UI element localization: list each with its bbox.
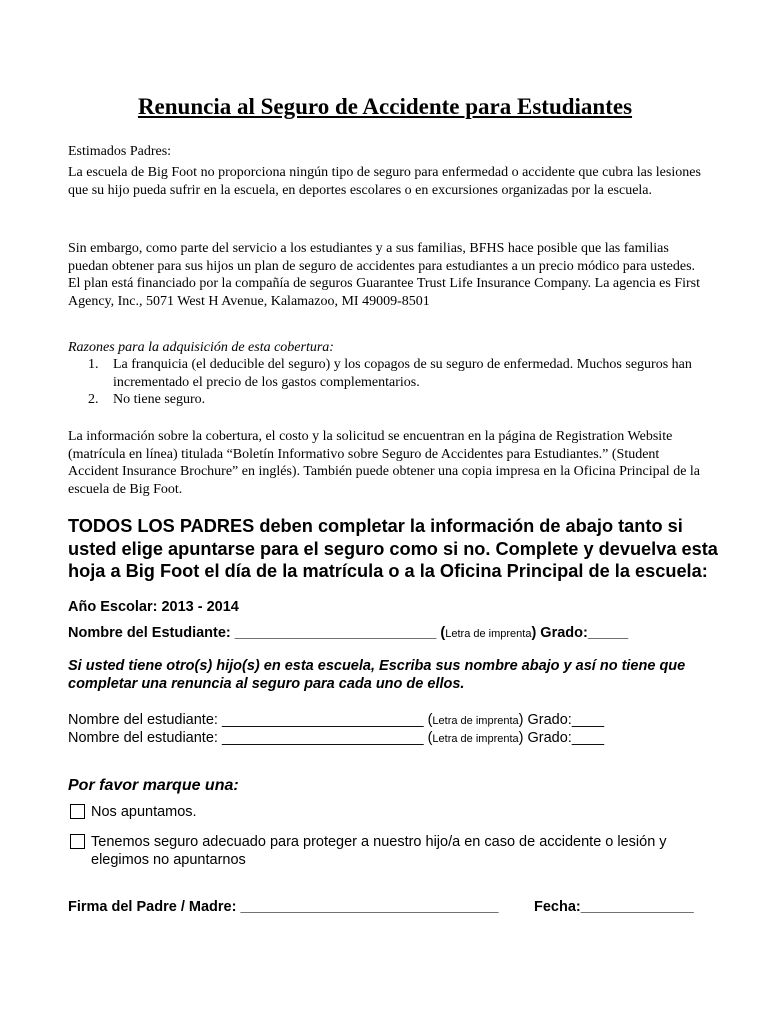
decline-option-label: Tenemos seguro adecuado para proteger a nuestro hijo/a en caso de accidente o lesión y elegimos no apuntarnos bbox=[91, 834, 667, 868]
document-title: Renuncia al Seguro de Accidente para Estudiantes bbox=[137, 94, 633, 119]
paragraph-insurance-plan: Sin embargo, como parte del servicio a los estudiantes y a sus familias, BFHS hace posible que las familias puedan obtener para sus hijos un plan de seguro de accidentes para estudiantes a un precio módico para ustedes. El plan está financiado por la compañía de seguros Guarantee Trust Life Insurance Company. La agencia es First Agency, Inc., 5071 West H Avenue, Kalamazoo, MI 49009-8501 bbox=[68, 241, 701, 309]
sibling-name-label: Nombre del estudiante: _________________________ ( bbox=[68, 712, 433, 728]
sibling-name-label: Nombre del estudiante: _________________________ ( bbox=[68, 730, 433, 746]
enroll-option-label: Nos apuntamos. bbox=[91, 804, 197, 820]
siblings-note: Si usted tiene otro(s) hijo(s) en esta escuela, Escriba sus nombre abajo y así no tiene que completar una renuncia al seguro para cada uno de ellos. bbox=[68, 658, 686, 692]
school-year: Año Escolar: 2013 - 2014 bbox=[68, 599, 239, 615]
sibling-grade-label: ) Grado:____ bbox=[518, 730, 605, 746]
reasons-heading: Razones para la adquisición de esta cobertura: bbox=[68, 340, 334, 355]
all-parents-notice: TODOS LOS PADRES deben completar la información de abajo tanto si usted elige apuntarse para el seguro como si no. Complete y devuelva esta hoja a Big Foot el día de la matrícula o a la Oficina Principal de la escuela: bbox=[68, 516, 718, 581]
parent-signature-field[interactable]: Firma del Padre / Madre: ________________________________ bbox=[68, 899, 499, 915]
reason-number: 2. bbox=[88, 392, 99, 407]
mark-one-heading: Por favor marque una: bbox=[68, 777, 239, 794]
print-note: Letra de imprenta bbox=[432, 715, 519, 727]
reason-text: La franquicia (el deducible del seguro) y los copagos de su seguro de enfermedad. Muchos seguros han incrementado el precio de los gastos complementarios. bbox=[113, 357, 692, 390]
reason-text: No tiene seguro. bbox=[113, 392, 206, 407]
print-note: Letra de imprenta bbox=[432, 733, 519, 745]
print-note: Letra de imprenta bbox=[445, 628, 532, 640]
reason-item bbox=[88, 391, 708, 409]
salutation: Estimados Padres: bbox=[68, 144, 172, 159]
decline-checkbox[interactable] bbox=[70, 834, 85, 849]
student-name-label: Nombre del Estudiante: _________________________ ( bbox=[68, 625, 446, 641]
sibling-name-line[interactable] bbox=[68, 711, 728, 730]
student-name-line[interactable] bbox=[68, 624, 728, 643]
reason-number: 1. bbox=[88, 357, 99, 372]
enroll-checkbox[interactable] bbox=[70, 804, 85, 819]
paragraph-no-coverage: La escuela de Big Foot no proporciona ningún tipo de seguro para enfermedad o accidente que cubra las lesiones que su hijo pueda sufrir en la escuela, en deportes escolares o en excursiones organizadas por la escuela. bbox=[68, 165, 701, 198]
reasons-list bbox=[88, 356, 708, 409]
paragraph-coverage-info: La información sobre la cobertura, el costo y la solicitud se encuentran en la página de Registration Website (matrícula en línea) titulada “Boletín Informativo sobre Seguro de Accidentes para Estudiantes.” (Student Accident Insurance Brochure” en inglés). También puede obtener una copia impresa en la Oficina Principal de la escuela de Big Foot. bbox=[68, 429, 701, 497]
sibling-name-line[interactable] bbox=[68, 729, 728, 748]
date-field[interactable]: Fecha:______________ bbox=[534, 899, 694, 915]
sibling-grade-label: ) Grado:____ bbox=[518, 712, 605, 728]
reason-item bbox=[88, 356, 708, 391]
student-grade-label: ) Grado:_____ bbox=[531, 625, 629, 641]
